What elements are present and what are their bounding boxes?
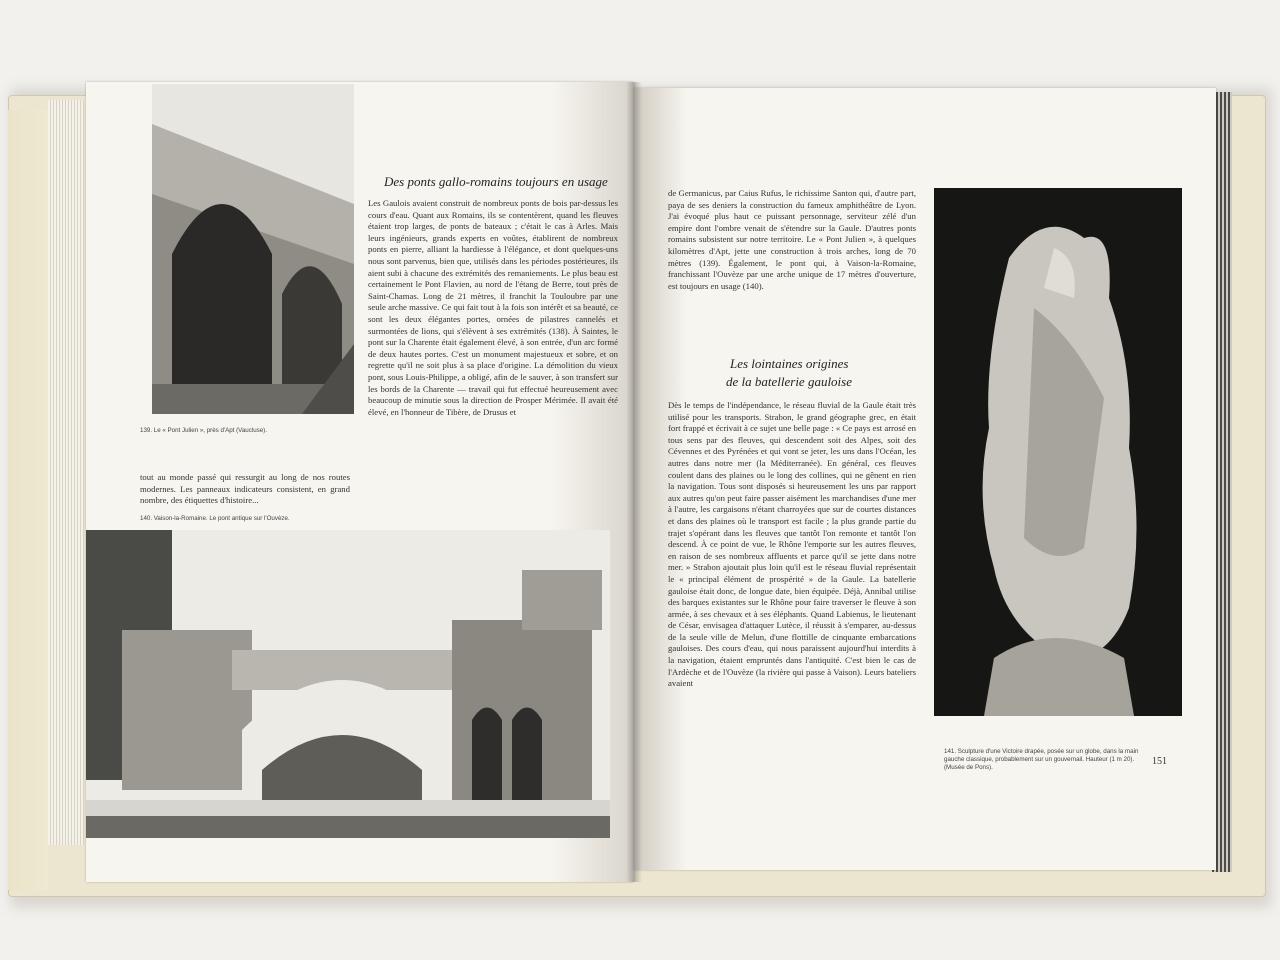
photo-victoire-statue xyxy=(934,188,1182,716)
section-heading-batellerie-2: de la batellerie gauloise xyxy=(726,374,853,389)
paragraph-ponts: Les Gaulois avaient construit de nombreux ponts de bois par-dessus les cours d'eau. Quant aux Romains, ils se contentèrent, quand les fleuves étaient trop larges, de ponts de bateaux ; c'était le cas à Arles. Mais leurs ingénieurs, grands experts en voûtes, établirent de nombreux ponts en pierre, alliant la hardiesse à l'élégance, et dont quelques-uns nous sont parvenus, bien que, utilisés dans les périodes postérieures, ils aient subi à chacune des extrémités des remaniements. Le plus beau est certainement le Pont Flavien, au nord de l'étang de Berre, tout près de Saint-Chamas. Long de 21 mètres, il franchit la Touloubre par une seule arche massive. Ce qui fait tout à la fois son intérêt et sa beauté, ce sont les deux élégantes portes, ornées de pilastres cannelés et surmontées de lions, qui s'élèvent à ses extrémités (138). À Saintes, le pont sur la Charente était également élevé, à son entrée, d'un arc formé de deux hautes portes. C'est un monument majestueux et sobre, et on regrette qu'il ne soit plus à sa place d'origine. La démolition du vieux pont, sous Louis-Philippe, a obligé, afin de le sauver, à son transfert sur les bords de la Charente — travail qui fut effectué heureusement avec beaucoup de minutie sous la direction de Prosper Mérimée. Il avait été élevé, en l'honneur de Tibère, de Drusus et xyxy=(368,198,618,417)
section-heading-ponts: Des ponts gallo-romains toujours en usage xyxy=(384,174,608,189)
page-number: 151 xyxy=(1152,756,1167,767)
page-stack-left xyxy=(48,100,84,845)
section-heading-batellerie-1: Les lointaines origines xyxy=(730,356,849,371)
photo-vaison-caption: 140. Vaison-la-Romaine. Le pont antique sur l'Ouvèze. xyxy=(140,515,290,522)
paragraph-batellerie: Dès le temps de l'indépendance, le réseau fluvial de la Gaule était très utilisé pour les transports. Strabon, le grand géographe grec, en était fort frappé et écrivait à ce sujet une belle page : « Ce pays est arrosé en tous sens par des fleuves, qui descendent soit des Alpes, soit des Cévennes et des Pyrénées et qui vont se jeter, les uns dans l'Océan, les autres dans notre mer (la Méditerranée). En général, ces fleuves coulent dans des plaines ou le long des collines, qui ne gênent en rien la navigation. Tous sont disposés si heureusement les uns par rapport aux autres qu'on peut faire passer aisément les marchandises d'une mer à l'autre, les cargaisons n'étant charroyées que sur de courtes distances et dans des plaines où le transport est facile ; la plus grande partie du trajet s'opérant dans les fleuves que tantôt l'on remonte et tantôt l'on descend. À ce point de vue, le Rhône l'emporte sur les autres fleuves, en raison de ses nombreux affluents et parce qu'il se jette dans notre mer. » Strabon ajoutait plus loin qu'il est le réseau fluvial représentait le « principal élément de prospérité » de la Gaule. La batellerie gauloise était donc, de longue date, bien équipée. Déjà, Annibal utilise des barques existantes sur le Rhône pour faire traverser le fleuve à son armée, à ses chevaux et à ses éléphants. Quand Labienus, le lieutenant de César, envisagea d'attaquer Lutèce, il réussit à s'emparer, au-dessus de la seule ville de Melun, d'une flottille de cinquante embarcations gauloises. Des cours d'eau, qui nous paraissent aujourd'hui interdits à la navigation, étaient empruntés dans l'antiquité. C'est bien le cas de l'Ardèche et de l'Ouvèze (la rivière qui passe à Vaison). Leurs bateliers avaient xyxy=(668,400,916,689)
photo-pont-julien-caption: 139. Le « Pont Julien », près d'Apt (Vaucluse). xyxy=(140,427,267,434)
photo-victoire-caption: 141. Sculpture d'une Victoire drapée, posée sur un globe, dans la main gauche classique, probablement sur un gouvernail. Hauteur (1 m 20). (Musée de Pons). xyxy=(944,748,1139,771)
photo-pont-vaison xyxy=(86,530,610,838)
paragraph-routes: tout au monde passé qui ressurgit au long de nos routes modernes. Les panneaux indicateurs consistent, en grand nombre, des étiquettes d'histoire... xyxy=(140,472,350,506)
left-page xyxy=(86,82,634,882)
paragraph-germanicus: de Germanicus, par Caius Rufus, le richissime Santon qui, d'autre part, paya de ses deniers la construction du fameux amphithéâtre de Lyon. J'ai évoqué plus haut ce puissant personnage, serviteur zélé d'un empire dont l'ombre venait de s'étendre sur la Gaule. D'autres ponts romains subsistent sur notre territoire. Le « Pont Julien », à quelques kilomètres d'Apt, jette une construction à trois arches, long de 70 mètres (139). Également, le pont qui, à Vaison-la-Romaine, franchissant l'Ouvèze par une arche unique de 17 mètres d'ouverture, est toujours en usage (140). xyxy=(668,188,916,291)
book-gutter xyxy=(626,82,642,882)
photo-pont-julien xyxy=(152,84,354,414)
cover-edge xyxy=(8,110,48,890)
right-page xyxy=(634,88,1216,870)
